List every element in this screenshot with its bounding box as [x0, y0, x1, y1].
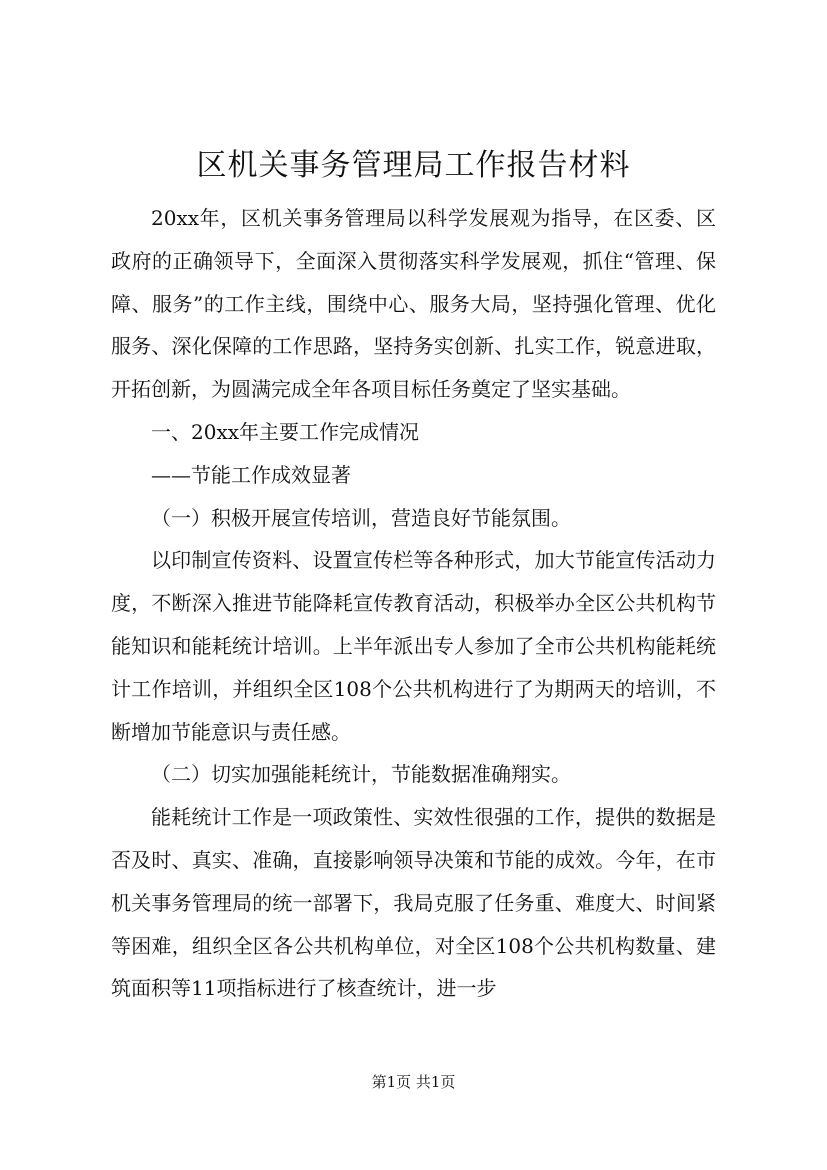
item-heading-2: （二）切实加强能耗统计，节能数据准确翔实。	[151, 762, 571, 787]
paragraph-intro: 20xx年，区机关事务管理局以科学发展观为指导，在区委、区政府的正确领导下，全面深入贯彻落实科学发展观，抓住“管理、保障、服务”的工作主线，围绕中心、服务大局，坚持强化管理、优化服务、深化保障的工作思路，坚持务实创新、扎实工作，锐意进取，开拓创新，为圆满完成全年各项目标任务奠定了坚实基础。	[111, 206, 716, 402]
paragraph-statistics: 能耗统计工作是一项政策性、实效性很强的工作，提供的数据是否及时、真实、准确，直接影响领导决策和节能的成效。今年，在市机关事务管理局的统一部署下，我局克服了任务重、难度大、时间紧等困难，组织全区各公共机构单位，对全区108个公共机构数量、建筑面积等11项指标进行了核查统计，进一步	[111, 805, 716, 1001]
paragraph-training: 以印制宣传资料、设置宣传栏等各种形式，加大节能宣传活动力度，不断深入推进节能降耗宣传教育活动，积极举办全区公共机构节能知识和能耗统计培训。上半年派出专人参加了全市公共机构能耗统计工作培训，并组织全区108个公共机构进行了为期两天的培训，不断增加节能意识与责任感。	[111, 548, 716, 744]
subsection-heading: ——节能工作成效显著	[151, 462, 351, 487]
section-heading: 一、20xx年主要工作完成情况	[151, 419, 420, 444]
item-heading-1: （一）积极开展宣传培训，营造良好节能氛围。	[151, 505, 571, 530]
document-title: 区机关事务管理局工作报告材料	[196, 148, 631, 183]
document-body	[111, 197, 716, 1010]
page-footer: 第1页 共1页	[371, 1073, 456, 1091]
